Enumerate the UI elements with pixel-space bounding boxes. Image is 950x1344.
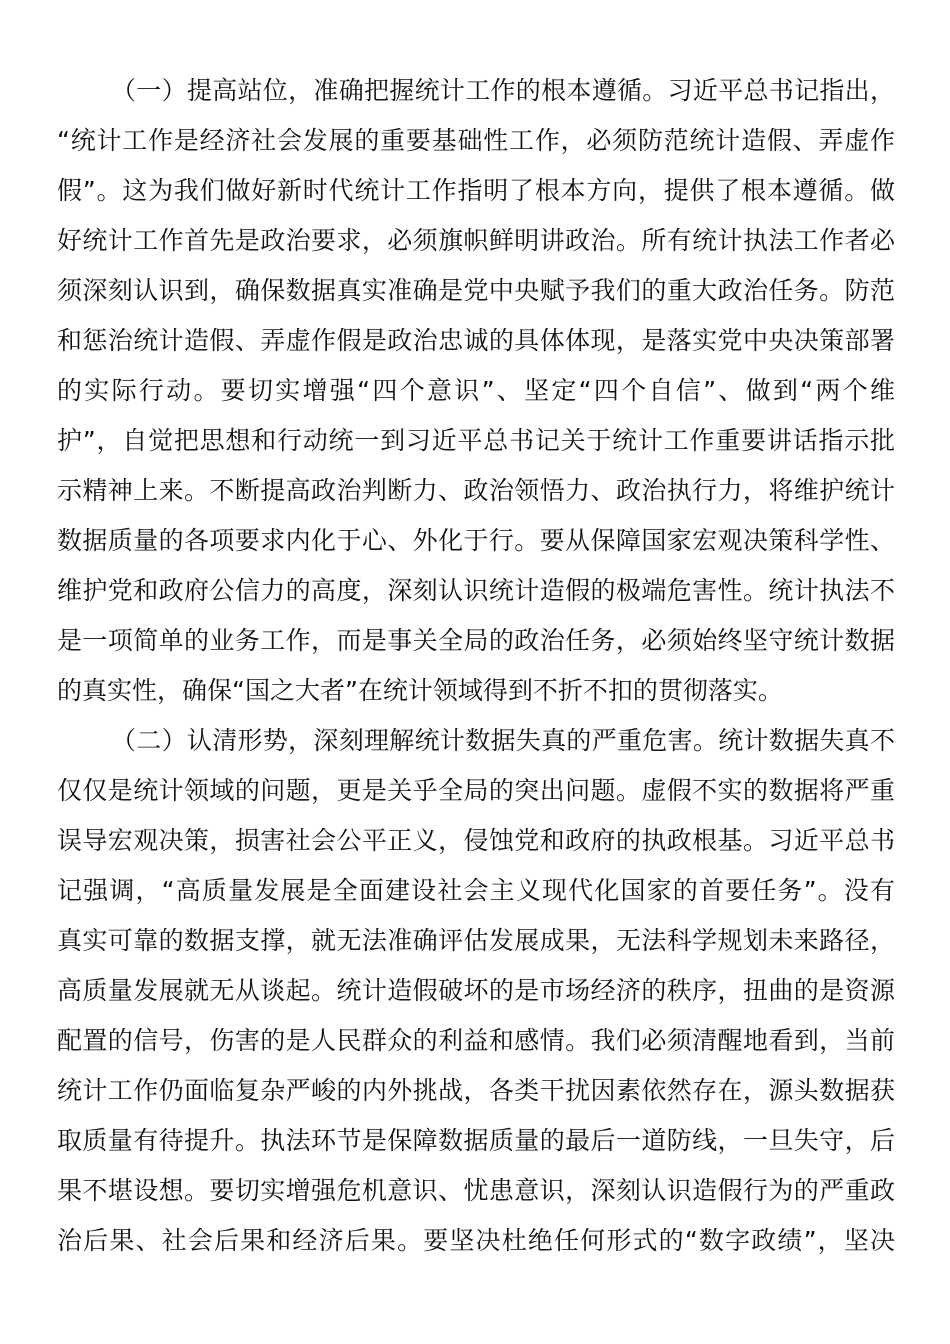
text-line: 果不堪设想。要切实增强危机意识、忧患意识，深刻认识造假行为的严重政 — [57, 1176, 895, 1205]
text-line: 是一项简单的业务工作，而是事关全局的政治任务，必须始终坚守统计数据 — [57, 626, 895, 655]
paragraph-1 — [57, 66, 895, 716]
text-line: 的实际行动。要切实增强“四个意识”、坚定“四个自信”、做到“两个维 — [57, 376, 895, 405]
text-line: 须深刻认识到，确保数据真实准确是党中央赋予我们的重大政治任务。防范 — [57, 276, 895, 305]
text-line: 配置的信号，伤害的是人民群众的利益和感情。我们必须清醒地看到，当前 — [57, 1026, 895, 1055]
text-line: 统计工作仍面临复杂严峻的内外挑战，各类干扰因素依然存在，源头数据获 — [57, 1076, 895, 1105]
text-line: （二）认清形势，深刻理解统计数据失真的严重危害。统计数据失真不 — [111, 726, 895, 755]
paragraph-2 — [57, 716, 895, 1266]
text-line: 假”。这为我们做好新时代统计工作指明了根本方向，提供了根本遵循。做 — [57, 176, 895, 205]
text-line: 数据质量的各项要求内化于心、外化于行。要从保障国家宏观决策科学性、 — [57, 526, 895, 555]
text-line: 取质量有待提升。执法环节是保障数据质量的最后一道防线，一旦失守，后 — [57, 1126, 895, 1155]
text-line: 和惩治统计造假、弄虚作假是政治忠诚的具体体现，是落实党中央决策部署 — [57, 326, 895, 355]
text-line: 好统计工作首先是政治要求，必须旗帜鲜明讲政治。所有统计执法工作者必 — [57, 226, 895, 255]
text-line: 真实可靠的数据支撑，就无法准确评估发展成果，无法科学规划未来路径， — [57, 926, 895, 955]
text-line: 治后果、社会后果和经济后果。要坚决杜绝任何形式的“数字政绩”，坚决 — [57, 1226, 895, 1255]
text-line: 的真实性，确保“国之大者”在统计领域得到不折不扣的贯彻落实。 — [57, 676, 783, 705]
text-line: 维护党和政府公信力的高度，深刻认识统计造假的极端危害性。统计执法不 — [57, 576, 895, 605]
text-line: 误导宏观决策，损害社会公平正义，侵蚀党和政府的执政根基。习近平总书 — [57, 826, 895, 855]
text-line: 高质量发展就无从谈起。统计造假破坏的是市场经济的秩序，扭曲的是资源 — [57, 976, 895, 1005]
text-line: “统计工作是经济社会发展的重要基础性工作，必须防范统计造假、弄虚作 — [57, 126, 895, 155]
text-line: 护”，自觉把思想和行动统一到习近平总书记关于统计工作重要讲话指示批 — [57, 426, 895, 455]
text-line: 示精神上来。不断提高政治判断力、政治领悟力、政治执行力，将维护统计 — [57, 476, 895, 505]
document-page — [57, 66, 895, 1266]
text-line: （一）提高站位，准确把握统计工作的根本遵循。习近平总书记指出， — [111, 76, 895, 105]
text-line: 记强调，“高质量发展是全面建设社会主义现代化国家的首要任务”。没有 — [57, 876, 895, 905]
text-line: 仅仅是统计领域的问题，更是关乎全局的突出问题。虚假不实的数据将严重 — [57, 776, 895, 805]
